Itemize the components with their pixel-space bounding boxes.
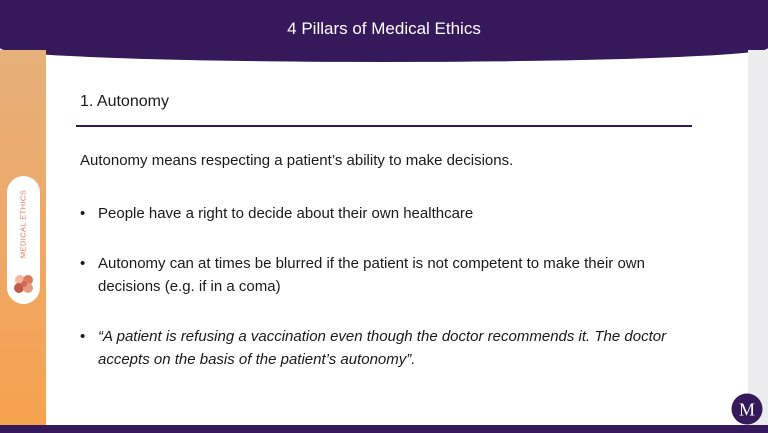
bullet-text: “A patient is refusing a vaccination even though the doctor recommends it. The doctor accepts on the basis of the patient’s autonomy”. xyxy=(98,328,667,368)
brand-logo xyxy=(731,393,763,425)
header-bar xyxy=(0,0,768,62)
bullet-marker: • xyxy=(80,205,86,222)
logo-letter: M xyxy=(738,399,756,420)
topic-badge-label: MEDICAL ETHICS xyxy=(18,189,28,259)
bullet-item xyxy=(80,252,702,298)
right-strip xyxy=(748,50,768,433)
intro-text: Autonomy means respecting a patient’s ability to make decisions. xyxy=(80,152,514,169)
bullet-text: People have a right to decide about their own healthcare xyxy=(98,205,474,222)
hands-icon xyxy=(12,273,36,295)
topic-badge xyxy=(7,176,40,304)
bullet-item xyxy=(80,202,702,225)
section-title: 1. Autonomy xyxy=(80,93,169,110)
bottom-bar xyxy=(0,425,768,433)
bullet-text: Autonomy can at times be blurred if the patient is not competent to make their own decisions (e.g. if in a coma) xyxy=(98,255,645,295)
title-divider xyxy=(76,125,692,127)
bullet-marker: • xyxy=(80,255,86,272)
bullet-item xyxy=(80,325,702,371)
bullet-marker: • xyxy=(80,328,86,345)
slide-title: 4 Pillars of Medical Ethics xyxy=(287,19,481,38)
